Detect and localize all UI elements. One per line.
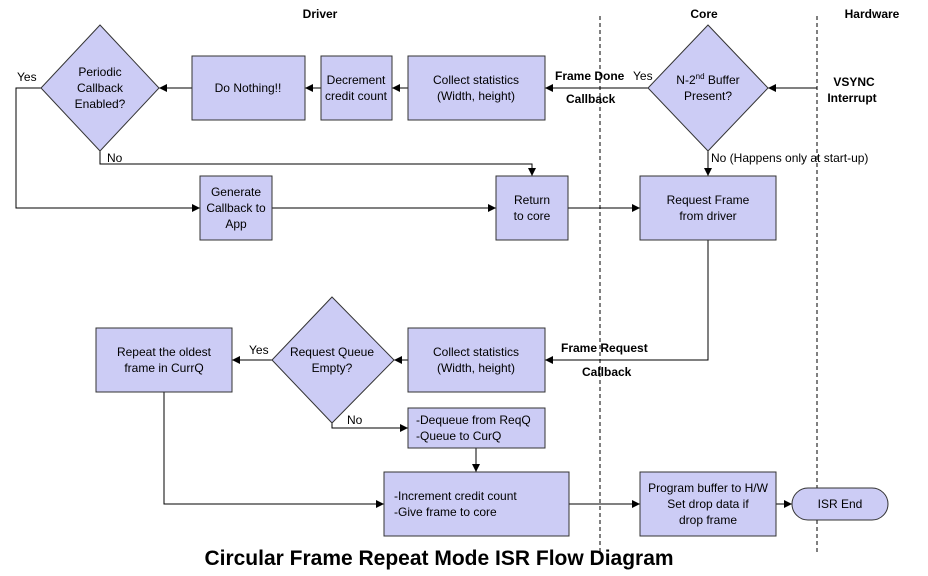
periodic-line-1: Periodic	[78, 65, 122, 79]
frame-request-callback-label: Callback	[582, 365, 632, 379]
collect-bottom-line-1: Collect statistics	[432, 345, 520, 359]
lane-header-hardware: Hardware	[844, 7, 900, 21]
do-nothing-label: Do Nothing!!	[214, 81, 282, 95]
frame-done-label: Frame Done	[555, 69, 625, 83]
dequeue-line-1: -Dequeue from ReqQ	[416, 413, 531, 427]
decrement-line-1: Decrement	[326, 73, 386, 87]
buffer-present-decision	[648, 25, 768, 151]
collect-statistics-box-top	[408, 56, 545, 120]
program-buffer-box	[640, 472, 776, 536]
request-frame-line-1: Request Frame	[666, 193, 750, 207]
arrow-queue-no-to-dequeue	[332, 423, 408, 428]
request-queue-decision	[272, 297, 394, 423]
dequeue-box	[408, 408, 545, 448]
buffer-no-label: No (Happens only at start-up)	[711, 151, 869, 165]
return-line-1: Return	[513, 193, 551, 207]
vsync-label-line-1: VSYNC	[833, 75, 875, 89]
request-frame-box	[640, 176, 776, 240]
vsync-label-line-2: Interrupt	[827, 91, 877, 105]
buffer-n2-superscript: nd	[695, 72, 705, 81]
collect-bottom-line-2: (Width, height)	[436, 361, 516, 375]
repeat-line-1: Repeat the oldest	[116, 345, 212, 359]
request-frame-line-2: from driver	[679, 209, 737, 223]
frame-request-label: Frame Request	[561, 341, 648, 355]
return-to-core-box	[496, 176, 568, 240]
increment-credit-box	[384, 472, 569, 536]
generate-line-1: Generate	[210, 185, 262, 199]
increment-line-2: -Give frame to core	[394, 505, 497, 519]
periodic-no-label: No	[107, 151, 123, 165]
generate-callback-box	[200, 176, 272, 240]
generate-line-3: App	[225, 217, 247, 231]
queue-no-label: No	[347, 413, 363, 427]
buffer-word: Buffer	[704, 73, 740, 87]
decrement-credit-box	[321, 56, 392, 120]
return-line-2: to core	[513, 209, 551, 223]
collect-statistics-box-bottom	[408, 328, 545, 392]
periodic-callback-decision	[41, 25, 159, 151]
req-queue-line-1: Request Queue	[289, 345, 375, 359]
repeat-oldest-box	[96, 328, 232, 392]
arrow-repeat-to-increment	[164, 392, 384, 504]
isr-end-label: ISR End	[817, 497, 863, 511]
frame-done-callback-label: Callback	[566, 92, 616, 106]
periodic-yes-label: Yes	[17, 70, 37, 84]
collect-top-line-2: (Width, height)	[436, 89, 516, 103]
generate-line-2: Callback to	[206, 201, 266, 215]
do-nothing-box	[192, 56, 305, 120]
program-line-3: drop frame	[678, 513, 738, 527]
repeat-line-2: frame in CurrQ	[124, 361, 204, 375]
lane-header-core: Core	[690, 7, 718, 21]
buffer-n2-text: N-2	[676, 73, 696, 87]
queue-yes-label: Yes	[249, 343, 269, 357]
program-line-2: Set drop data if	[667, 497, 749, 511]
buffer-present-line-2: Present?	[683, 89, 733, 103]
buffer-present-line-1	[676, 72, 739, 87]
periodic-line-3: Enabled?	[74, 97, 126, 111]
arrow-periodic-no-to-return	[100, 151, 532, 176]
buffer-yes-label: Yes	[633, 69, 653, 83]
isr-end-terminator	[792, 488, 888, 520]
collect-top-line-1: Collect statistics	[432, 73, 520, 87]
program-line-1: Program buffer to H/W	[648, 481, 768, 495]
periodic-line-2: Callback	[76, 81, 124, 95]
req-queue-line-2: Empty?	[311, 361, 353, 375]
dequeue-line-2: -Queue to CurQ	[416, 429, 502, 443]
increment-line-1: -Increment credit count	[394, 489, 517, 503]
lane-header-driver: Driver	[302, 7, 338, 21]
decrement-line-2: credit count	[324, 89, 388, 103]
diagram-title: Circular Frame Repeat Mode ISR Flow Diagram	[204, 547, 674, 570]
